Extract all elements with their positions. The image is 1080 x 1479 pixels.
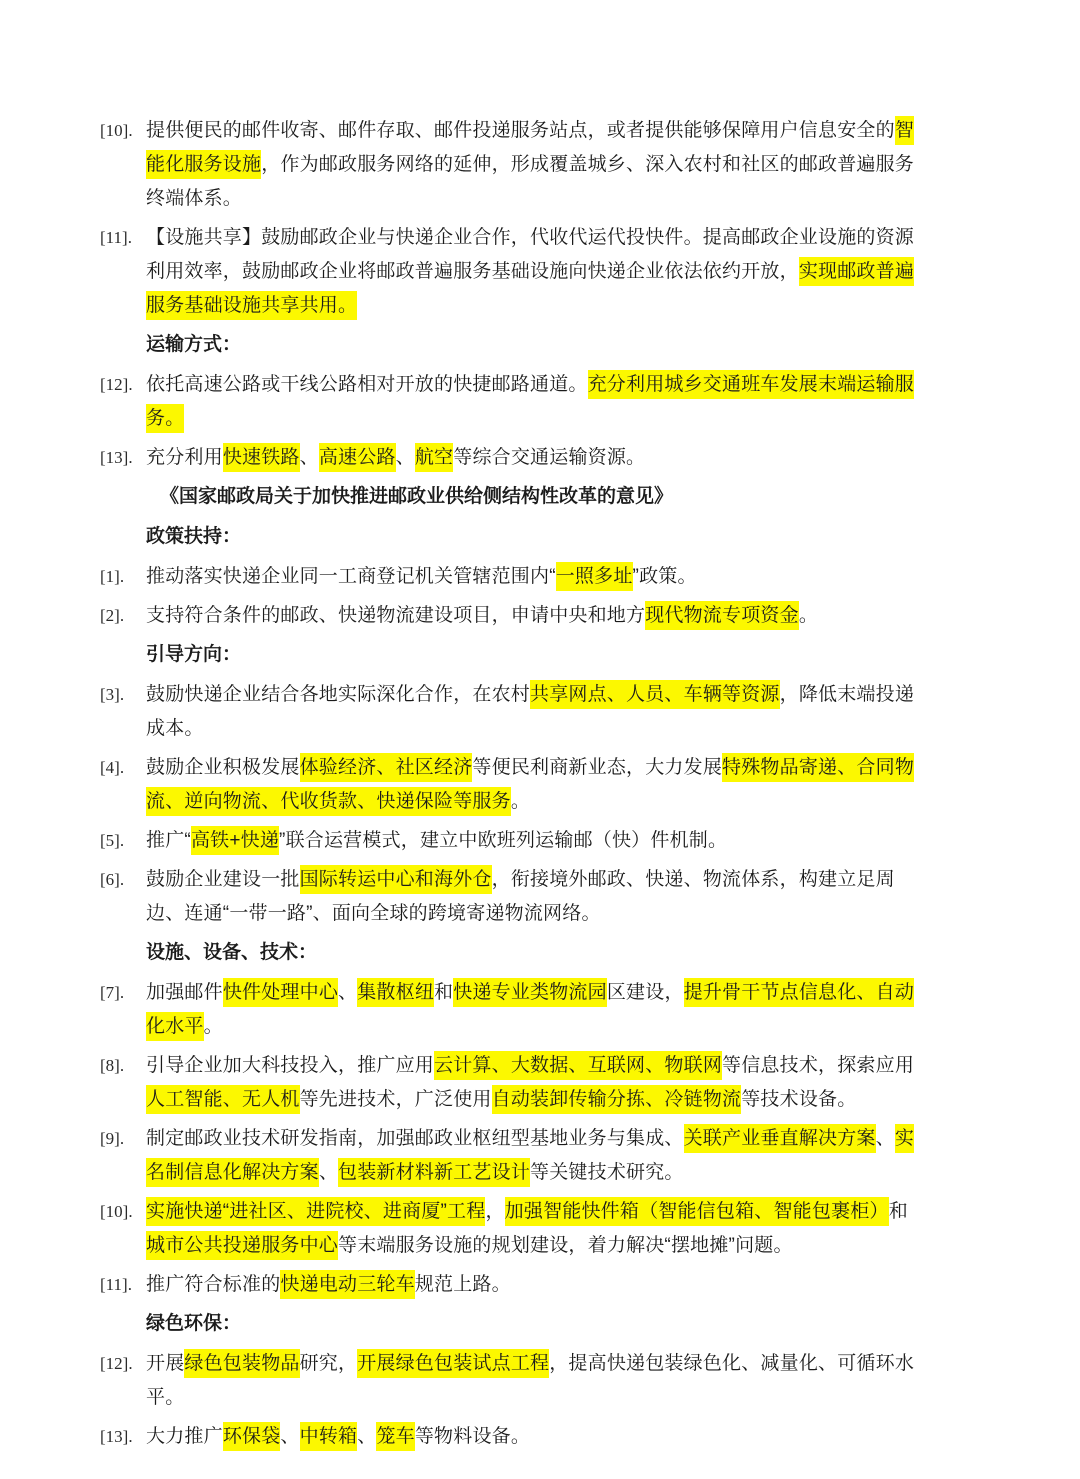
doc-item <box>100 368 925 436</box>
doc-item <box>100 441 925 475</box>
item-number: [13]. <box>100 1427 133 1446</box>
highlighted-text: 体验经济、社区经济 <box>300 753 473 782</box>
highlighted-text: 集散枢纽 <box>357 978 434 1007</box>
highlighted-text: 自动装卸传输分拣、冷链物流 <box>492 1085 742 1114</box>
plain-text: 。 <box>510 791 531 812</box>
item-number: [7]. <box>100 983 125 1002</box>
plain-text: 和 <box>434 982 454 1003</box>
highlighted-text: 包装新材料新工艺设计 <box>338 1158 530 1187</box>
item-number: [12]. <box>100 375 133 394</box>
plain-text: 推广符合标准的 <box>146 1274 281 1295</box>
plain-text: 。 <box>203 1016 223 1037</box>
doc-item <box>100 824 925 858</box>
highlighted-text: 高铁+快递 <box>191 826 279 855</box>
section-heading: 引导方向： <box>146 644 242 665</box>
plain-text: 提供便民的邮件收寄、邮件存取、邮件投递服务站点，或者提供能够保障用户信息安全的 <box>146 120 895 141</box>
plain-text: 等关键技术研究。 <box>530 1162 684 1183</box>
highlighted-text: 国际转运中心和海外仓 <box>300 865 492 894</box>
item-number: [1]. <box>100 567 125 586</box>
plain-text: 鼓励企业建设一批 <box>146 869 300 890</box>
item-text <box>146 751 925 819</box>
item-number: [12]. <box>100 1354 133 1373</box>
doc-item <box>100 1049 925 1117</box>
plain-text: 区建设， <box>606 982 684 1003</box>
plain-text: 。 <box>798 605 819 626</box>
plain-text: 研究， <box>299 1353 358 1374</box>
highlighted-text: 特殊物品寄递、合同物流、逆向物流、代收货款、快递保险等服务 <box>146 753 914 816</box>
highlighted-text: 快速铁路 <box>223 443 300 472</box>
plain-text: 等末端服务设施的规划建设，着力解决“摆地摊”问题。 <box>338 1235 793 1256</box>
item-text <box>146 599 925 633</box>
doc-item <box>100 976 925 1044</box>
highlighted-text: 现代物流专项资金 <box>645 601 799 630</box>
doc-item <box>100 114 925 216</box>
doc-item <box>100 1195 925 1263</box>
highlighted-text: 快递专业类物流园 <box>453 978 607 1007</box>
plain-text: ，衔接境外邮政、快递、物流体系，构建立足周边、连通“一带一路”、面向全球的跨境寄递物流网络。 <box>146 869 895 924</box>
highlighted-text: 环保袋 <box>223 1422 281 1451</box>
highlighted-text: 实施快递“进社区、进院校、进商厦”工程 <box>146 1197 485 1226</box>
item-text <box>146 678 925 746</box>
highlighted-text: 实名制信息化解决方案 <box>146 1124 914 1187</box>
item-number: [11]. <box>100 1275 132 1294</box>
plain-text: 鼓励快递企业结合各地实际深化合作，在农村 <box>146 684 531 705</box>
item-text <box>146 560 925 594</box>
doc-item <box>100 1122 925 1190</box>
plain-text: 引导企业加大科技投入，推广应用 <box>146 1055 435 1076</box>
plain-text: 【设施共享】鼓励邮政企业与快递企业合作，代收代运代投快件。提高邮政企业设施的资源利用效率，鼓励邮政企业将邮政普遍服务基础设施向快递企业依法依约开放， <box>146 227 915 282</box>
plain-text: 等信息技术，探索应用 <box>722 1055 915 1076</box>
plain-text: ，提高快递包装绿色化、减量化、可循环水平。 <box>146 1353 915 1408</box>
item-number: [11]. <box>100 228 132 247</box>
highlighted-text: 关联产业垂直解决方案 <box>684 1124 876 1153</box>
highlighted-text: 人工智能、无人机 <box>146 1085 300 1114</box>
highlighted-text: 航空 <box>415 443 453 472</box>
plain-text: 鼓励企业积极发展 <box>146 757 300 778</box>
plain-text: ， <box>485 1201 505 1222</box>
plain-text: ”联合运营模式，建立中欧班列运输邮（快）件机制。 <box>279 830 728 851</box>
plain-text: 和 <box>888 1201 908 1222</box>
plain-text: 大力推广 <box>146 1426 223 1447</box>
item-text <box>146 1049 925 1117</box>
plain-text: ，作为邮政服务网络的延伸，形成覆盖城乡、深入农村和社区的邮政普遍服务终端体系。 <box>146 154 915 209</box>
highlighted-text: 笼车 <box>376 1422 414 1451</box>
item-number: [9]. <box>100 1129 125 1148</box>
plain-text: 、 <box>395 447 415 468</box>
plain-text: 等物料设备。 <box>414 1426 531 1447</box>
item-number: [8]. <box>100 1056 125 1075</box>
section-heading: 政策扶持： <box>146 526 242 547</box>
item-number: [2]. <box>100 606 125 625</box>
plain-text: 、 <box>280 1426 300 1447</box>
item-text <box>146 1420 925 1454</box>
plain-text: 推动落实快递企业同一工商登记机关管辖范围内“ <box>146 566 556 587</box>
item-text <box>146 824 925 858</box>
item-text <box>146 1122 925 1190</box>
plain-text: 开展 <box>146 1353 185 1374</box>
plain-text: 等技术设备。 <box>741 1089 857 1110</box>
section-heading: 绿色环保： <box>146 1313 242 1334</box>
doc-item <box>100 599 925 633</box>
item-number: [3]. <box>100 685 125 704</box>
highlighted-text: 快递电动三轮车 <box>280 1270 414 1299</box>
item-text <box>146 221 925 323</box>
item-number: [10]. <box>100 121 133 140</box>
section-heading: 运输方式： <box>146 334 242 355</box>
plain-text: 、 <box>875 1128 895 1149</box>
item-number: [4]. <box>100 758 125 777</box>
doc-item <box>100 1268 925 1302</box>
highlighted-text: 城市公共投递服务中心 <box>146 1231 338 1260</box>
highlighted-text: 充分利用城乡交通班车发展末端运输服务。 <box>146 370 914 433</box>
doc-item <box>100 1420 925 1454</box>
plain-text: 、 <box>318 1162 339 1183</box>
plain-text: 依托高速公路或干线公路相对开放的快捷邮路通道。 <box>146 374 588 395</box>
doc-item <box>100 751 925 819</box>
highlighted-text: 云计算、大数据、互联网、物联网 <box>434 1051 722 1080</box>
highlighted-text: 一照多址 <box>556 562 633 591</box>
plain-text: 、 <box>299 447 319 468</box>
doc-item <box>100 560 925 594</box>
doc-item <box>100 863 925 931</box>
highlighted-text: 开展绿色包装试点工程 <box>357 1349 549 1378</box>
item-text <box>146 863 925 931</box>
item-text <box>146 1195 925 1263</box>
plain-text: 等便民利商新业态，大力发展 <box>472 757 723 778</box>
highlighted-text: 快件处理中心 <box>223 978 338 1007</box>
plain-text: ”政策。 <box>632 566 697 587</box>
highlighted-text: 绿色包装物品 <box>184 1349 299 1378</box>
plain-text: ，降低末端投递成本。 <box>146 684 915 739</box>
plain-text: 、 <box>357 1426 377 1447</box>
document-content <box>100 114 925 1454</box>
plain-text: 充分利用 <box>146 447 223 468</box>
plain-text: 、 <box>338 982 358 1003</box>
highlighted-text: 共享网点、人员、车辆等资源 <box>530 680 780 709</box>
plain-text: 推广“ <box>146 830 191 851</box>
item-number: [5]. <box>100 831 125 850</box>
item-text <box>146 441 925 475</box>
plain-text: 等先进技术，广泛使用 <box>299 1089 492 1110</box>
doc-item <box>100 1347 925 1415</box>
highlighted-text: 中转箱 <box>300 1422 358 1451</box>
highlighted-text: 实现邮政普遍服务基础设施共享共用。 <box>146 257 914 320</box>
item-text <box>146 1347 925 1415</box>
section-heading: 设施、设备、技术： <box>146 942 318 963</box>
item-number: [13]. <box>100 448 133 467</box>
plain-text: 支持符合条件的邮政、快递物流建设项目，申请中央和地方 <box>146 605 646 626</box>
doc-item <box>100 678 925 746</box>
highlighted-text: 智能化服务设施 <box>146 116 914 179</box>
item-number: [10]. <box>100 1202 133 1221</box>
highlighted-text: 加强智能快件箱（智能信包箱、智能包裹柜） <box>505 1197 889 1226</box>
plain-text: 加强邮件 <box>146 982 223 1003</box>
document-title: 《国家邮政局关于加快推进邮政业供给侧结构性改革的意见》 <box>160 486 674 507</box>
highlighted-text: 高速公路 <box>319 443 396 472</box>
plain-text: 规范上路。 <box>414 1274 511 1295</box>
item-text <box>146 368 925 436</box>
doc-item <box>100 221 925 323</box>
item-text <box>146 976 925 1044</box>
item-number: [6]. <box>100 870 125 889</box>
highlighted-text: 提升骨干节点信息化、自动化水平 <box>146 978 914 1041</box>
item-text <box>146 1268 925 1302</box>
plain-text: 制定邮政业技术研发指南，加强邮政业枢纽型基地业务与集成、 <box>146 1128 684 1149</box>
plain-text: 等综合交通运输资源。 <box>453 447 646 468</box>
item-text <box>146 114 925 216</box>
